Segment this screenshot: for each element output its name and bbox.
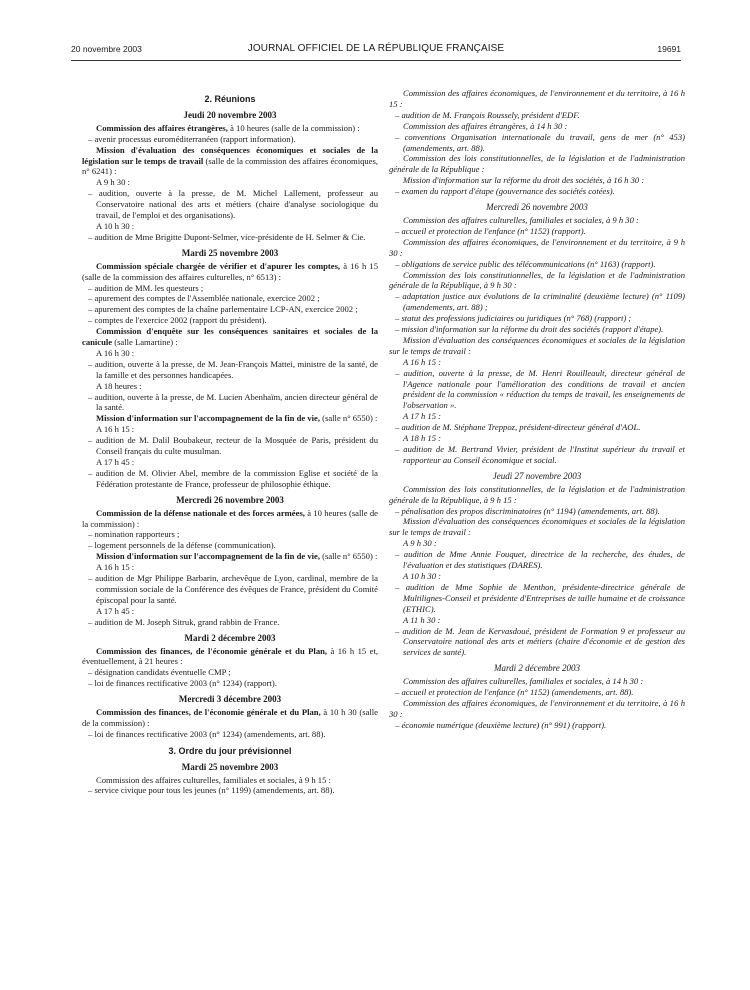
date-heading: Mardi 2 décembre 2003 [493, 663, 581, 674]
agenda-item: – audition de M. Dalil Boubakeur, recteur de la Mosquée de Paris, président du Conseil français du culte musulman. [88, 435, 378, 457]
time-label: A 9 h 30 : [96, 177, 130, 188]
committee-entry [389, 698, 685, 720]
entry-details: Mission d'évaluation des conséquences économiques et sociales de la législation sur le temps de travail : [389, 334, 685, 356]
agenda-item: – audition de M. Bertrand Vivier, président de l'Institut supérieur du travail et rapporteur au Conseil économique et social. [395, 444, 685, 465]
time-label: A 17 h 45 : [96, 457, 135, 467]
entry-details: Commission des affaires culturelles, familiales et sociales, à 9 h 15 : [96, 774, 331, 785]
date-heading: Mardi 25 novembre 2003 [181, 247, 279, 258]
agenda-item: – avenir processus euroméditerranéen (rapport information). [88, 133, 296, 144]
date-heading: Mercredi 26 novembre 2003 [486, 202, 588, 213]
committee-entry [82, 145, 378, 178]
committee-entry [82, 775, 378, 786]
committee-entry [389, 215, 685, 226]
agenda-item: – comptes de l'exercice 2002 (rapport du président). [88, 315, 267, 326]
entry-details: Commission des affaires économiques, de l'environnement et du territoire, à 16 h 30 : [389, 697, 685, 719]
entry-details: à 10 heures (salle de la commission) : [227, 122, 360, 133]
entry-details: (salle Lamartine) : [112, 337, 178, 348]
committee-entry [82, 413, 378, 424]
agenda-item: – audition de M. Joseph Sitruk, grand rabbin de France. [88, 616, 280, 627]
page-header [71, 44, 681, 58]
section-heading: 3. Ordre du jour prévisionnel [168, 745, 292, 756]
agenda-item: – obligations de service public des télécommunications (n° 1163) (rapport). [395, 258, 656, 269]
time-label: A 10 h 30 : [96, 220, 135, 231]
agenda-item: – service civique pour tous les jeunes (n° 1199) (amendements, art. 88). [88, 785, 335, 796]
date-heading: Mardi 2 décembre 2003 [184, 632, 276, 643]
entry-details: à 10 heures (salle de la commission) : [82, 507, 378, 529]
committee-entry [82, 261, 378, 283]
committee-entry [389, 237, 685, 259]
agenda-item: – audition de Mme Brigitte Dupont-Selmer, vice-présidente de H. Selmer & Cie. [88, 231, 366, 242]
committee-name: Commission de la défense nationale et des forces armées, [96, 507, 305, 518]
agenda-item: – accueil et protection de l'enfance (n° 1152) (amendements, art. 88). [395, 687, 634, 698]
committee-entry [389, 270, 685, 292]
entry-details: Commission des affaires économiques, de l'environnement et du territoire, à 16 h 15 : [389, 88, 685, 109]
entry-details: à 16 h 15 et, éventuellement, à 21 heures : [82, 645, 378, 667]
entry-details: à 10 h 30 (salle de la commission) : [82, 707, 378, 728]
committee-name: Mission d'évaluation des conséquences économiques et sociales de la législation sur le temps de travail [82, 144, 378, 166]
agenda-item: – pénalisation des propos discriminatoires (n° 1194) (amendements, art. 88). [395, 505, 660, 516]
committee-entry [82, 326, 378, 348]
time-label: A 17 h 15 : [403, 411, 442, 422]
agenda-item: – accueil et protection de l'enfance (n° 1152) (rapport). [395, 225, 586, 236]
committee-name: Commission des affaires étrangères, [96, 122, 228, 133]
time-label: A 16 h 15 : [96, 562, 135, 573]
time-label: A 17 h 45 : [96, 605, 135, 616]
section-heading: 2. Réunions [204, 94, 256, 104]
agenda-item: – désignation candidats éventuelle CMP ; [88, 667, 231, 678]
agenda-item: – audition, ouverte à la presse, de M. Jean-François Mattei, ministre de la santé, de la famille et des personnes handicapées. [88, 358, 378, 380]
agenda-item: – audition, ouverte à la presse, de M. Lucien Abenhaïm, ancien directeur général de la santé. [88, 391, 378, 413]
committee-entry [389, 676, 685, 687]
time-label: A 16 h 30 : [96, 347, 135, 358]
left-column [82, 88, 378, 796]
committee-name: Mission d'information sur l'accompagnement de la fin de vie, [96, 551, 320, 562]
date-heading: Mercredi 26 novembre 2003 [176, 494, 284, 505]
time-label: A 16 h 15 : [96, 424, 135, 435]
agenda-item: – apurement des comptes de la chaîne parlementaire LCP-AN, exercice 2002 ; [88, 304, 358, 315]
agenda-item: – adaptation justice aux évolutions de la criminalité (deuxième lecture) (n° 1109) (amendements, art. 88) ; [395, 291, 685, 313]
entry-details: Commission des lois constitutionnelles, de la législation et de l'administration générale de la République, à 9 h 30 : [389, 269, 685, 291]
time-label: A 18 heures : [96, 380, 142, 391]
agenda-item: – statut des professions judiciaires ou juridiques (n° 768) (rapport) ; [395, 313, 632, 324]
agenda-item: – loi de finances rectificative 2003 (n° 1234) (rapport). [88, 678, 277, 689]
agenda-item: – audition de Mgr Philippe Barbarin, archevêque de Lyon, cardinal, membre de la commission sociale de la Conférence des évêques de France, président du Comité épiscopal pour la santé. [88, 573, 378, 605]
committee-entry [389, 121, 685, 132]
committee-name: Commission spéciale chargée de vérifier et d'apurer les comptes, [96, 260, 341, 271]
date-heading: Jeudi 27 novembre 2003 [492, 470, 582, 481]
agenda-item: – nomination rapporteurs ; [88, 529, 180, 540]
entry-details: (salle de la commission des affaires économiques, n° 6241) : [82, 155, 378, 177]
committee-entry [82, 707, 378, 729]
agenda-item: – logement personnels de la défense (communication). [88, 540, 276, 551]
date-heading: Mardi 25 novembre 2003 [181, 761, 279, 772]
entry-details: Commission des affaires culturelles, familiales et sociales, à 9 h 30 : [403, 214, 639, 225]
entry-details: Commission des affaires économiques, de l'environnement et du territoire, à 9 h 30 : [389, 236, 685, 258]
agenda-item: – conventions Organisation internationale du travail, gens de mer (n° 453) (amendements, art. 88). [395, 131, 685, 153]
entry-details: Mission d'information sur la réforme du droit des sociétés, à 16 h 30 : [403, 175, 645, 186]
time-label: A 9 h 30 : [403, 538, 437, 549]
entry-details: Mission d'évaluation des conséquences économiques et sociales de la législation sur le temps de travail : [389, 516, 685, 538]
agenda-item: – mission d'information sur la réforme du droit des sociétés (rapport d'étape). [395, 324, 664, 335]
header-date: 20 novembre 2003 [71, 44, 142, 54]
committee-entry [389, 153, 685, 175]
committee-entry [389, 516, 685, 538]
committee-entry [389, 484, 685, 506]
agenda-item: – loi de finances rectificative 2003 (n° 1234) (amendements, art. 88). [88, 728, 326, 739]
time-label: A 10 h 30 : [403, 570, 442, 581]
time-label: A 16 h 15 : [403, 356, 442, 367]
agenda-item: – économie numérique (deuxième lecture) (n° 991) (rapport). [395, 719, 607, 730]
time-label: A 11 h 30 : [403, 614, 441, 625]
date-heading: Jeudi 20 novembre 2003 [183, 109, 277, 120]
committee-entry [389, 335, 685, 357]
agenda-item: – audition de Mme Annie Fouquet, directrice de la recherche, des études, de l'évaluation et des statistiques (DARES). [395, 549, 685, 571]
committee-entry [82, 551, 378, 562]
committee-entry [389, 175, 685, 186]
header-rule [71, 60, 681, 61]
committee-entry [82, 123, 378, 134]
time-label: A 18 h 15 : [403, 433, 442, 444]
committee-entry [82, 646, 378, 668]
agenda-item: – audition de M. François Roussely, président d'EDF. [395, 109, 580, 120]
agenda-item: – audition, ouverte à la presse, de M. Michel Lallement, professeur au Conservatoire national des arts et métiers (chaire d'analyse sociologique du travail, de l'emploi et des organisations). [88, 188, 378, 221]
agenda-item: – examen du rapport d'étape (gouvernance des sociétés cotées). [395, 186, 615, 197]
page-number: 19691 [657, 44, 681, 54]
entry-details: Commission des lois constitutionnelles, de la législation et de l'administration générale de la République, à 9 h 15 : [389, 483, 685, 505]
committee-name: Mission d'information sur l'accompagnement de la fin de vie, [96, 413, 320, 424]
committee-entry [82, 508, 378, 530]
agenda-item: – audition de M. Olivier Abel, membre de la commission Eglise et société de la Fédération protestante de France, professeur de philosophie éthique. [88, 467, 378, 489]
right-column [389, 88, 685, 731]
committee-entry [389, 88, 685, 110]
date-heading: Mercredi 3 décembre 2003 [178, 694, 282, 705]
entry-details: Commission des affaires étrangères, à 14 h 30 : [403, 120, 568, 131]
agenda-item: – audition, ouverte à la presse, de M. Henri Rouilleault, directeur général de l'Agence nationale pour l'amélioration des conditions de travail et ancien président de la commission « réduction du temps de travail, les enseignements de l'observation ». [395, 367, 685, 411]
agenda-item: – apurement des comptes de l'Assemblée nationale, exercice 2002 ; [88, 293, 320, 304]
entry-details: Commission des lois constitutionnelles, de la législation et de l'administration générale de la République : [389, 153, 685, 175]
entry-details: (salle n° 6550) : [320, 551, 378, 562]
committee-name: Commission d'enquête sur les conséquences sanitaires et sociales de la canicule [82, 326, 378, 348]
committee-name: Commission des finances, de l'économie générale et du Plan, [96, 707, 321, 718]
agenda-item: – audition de M. Stéphane Treppoz, président-directeur général d'AOL. [395, 422, 641, 433]
entry-details: (salle n° 6550) : [320, 413, 378, 424]
agenda-item: – audition de MM. les questeurs ; [88, 282, 204, 293]
agenda-item: – audition de Mme Sophie de Menthon, présidente-directrice générale de Multilignes-Conseil et présidente d'Entreprises de taille humaine et de croissance (ETHIC). [395, 581, 685, 614]
agenda-item: – audition de M. Jean de Kervasdoué, président de Formation 9 et professeur au Conservatoire national des arts et métiers (chaire d'économie et de gestion des services de santé). [395, 625, 685, 658]
journal-title: JOURNAL OFFICIEL DE LA RÉPUBLIQUE FRANÇAISE [247, 43, 505, 54]
entry-details: Commission des affaires culturelles, familiales et sociales, à 14 h 30 : [403, 676, 644, 687]
entry-details: à 16 h 15 (salle de la commission des affaires culturelles, n° 6513) : [82, 260, 378, 282]
committee-name: Commission des finances, de l'économie générale et du Plan, [96, 645, 328, 656]
